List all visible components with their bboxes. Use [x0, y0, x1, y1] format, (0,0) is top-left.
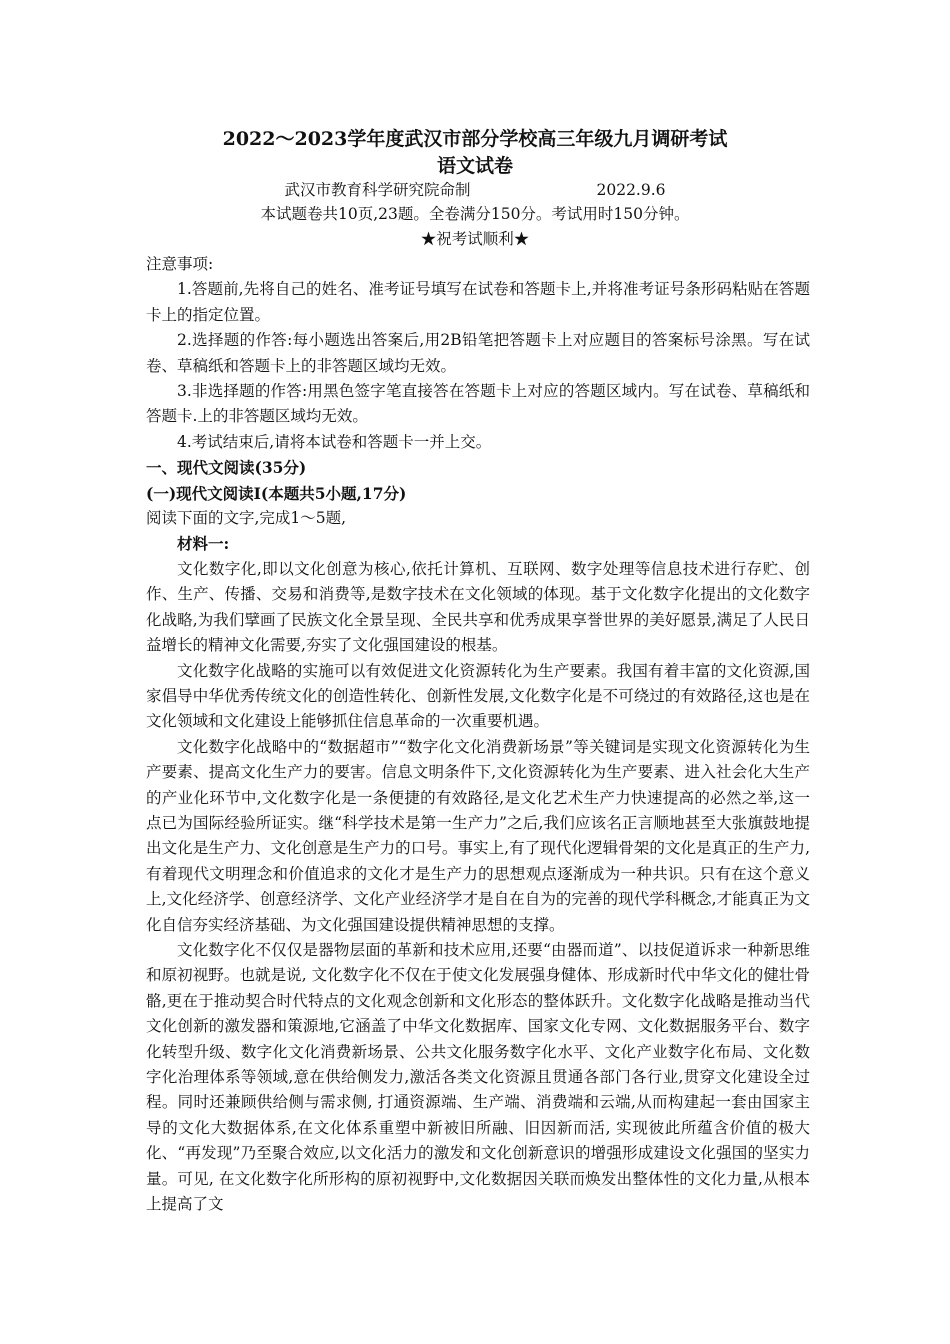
passage-paragraph: 文化数字化不仅仅是器物层面的革新和技术应用,还要“由器而道”、以技促道诉求一种新思维和原初视野。也就是说, 文化数字化不仅在于使文化发展强身健体、形成新时代中华文化的健壮骨骼,更在于推动契合时代特点的文化观念创新和文化形态的整体跃升。文化数字化战略是推动当代文化创新的激发器和策源地,它涵盖了中华文化数据库、国家文化专网、文化数据服务平台、数字化转型升级、数字化文化消费新场景、公共文化服务数字化水平、文化产业数字化布局、文化数字化治理体系等领域,意在供给侧发力,激活各类文化资源且贯通各部门各行业,贯穿文化建设全过程。同时还兼顾供给侧与需求侧, 打通资源端、生产端、消费端和云端,从而构建起一套由国家主导的文化大数据体系,在文化体系重塑中新被旧所融、旧因新而活, 实现彼此所蕴含价值的极大化、“再发现”乃至聚合效应,以文化活力的激发和文化创新意识的增强形成建设文化强国的坚实力量。可见, 在文化数字化所形构的原初视野中,文化数据因关联而焕发出整体性的文化力量,从根本上提高了文	[146, 940, 810, 1214]
exam-subject: 语文试卷	[436, 155, 513, 177]
exam-date: 2022.9.6	[596, 181, 666, 199]
section-title: 一、现代文阅读(35分)	[146, 458, 307, 478]
material-label: 材料一:	[177, 534, 230, 554]
note-item: 1.答题前,先将自己的姓名、准考证号填写在试卷和答题卡上,并将准考证号条形码粘贴在答题卡上的指定位置。	[146, 280, 810, 324]
exam-body	[146, 252, 810, 1217]
issuer: 武汉市教育科学研究院命制	[284, 181, 471, 199]
subsection-title: (一)现代文阅读Ⅰ(本题共5小题,17分)	[146, 483, 407, 503]
good-luck-wish: ★祝考试顺利★	[420, 230, 530, 248]
exam-title: 2022～2023学年度武汉市部分学校高三年级九月调研考试	[222, 128, 728, 150]
notes-heading: 注意事项:	[146, 255, 214, 273]
reading-instruction: 阅读下面的文字,完成1～5题,	[146, 509, 347, 528]
passage-paragraph: 文化数字化战略中的“数据超市”“数字化文化消费新场景”等关键词是实现文化资源转化为生产要素、提高文化生产力的要害。信息文明条件下,文化资源转化为生产要素、进入社会化大生产的产业化环节中,文化数字化是一条便捷的有效路径,是文化艺术生产力快速提高的必然之举,这一点已为国际经验所证实。继“科学技术是第一生产力”之后,我们应该名正言顺地甚至大张旗鼓地提出文化是生产力、文化创意是生产力的口号。事实上,有了现代化逻辑骨架的文化是真正的生产力,有着现代文明理念和价值追求的文化才是生产力的思想观点逐渐成为一种共识。只有在这个意义上,文化经济学、创意经济学、文化产业经济学才是自在自为的完善的现代学科概念,才能真正为文化自信夯实经济基础、为文化强国建设提供精神思想的支撑。	[146, 737, 810, 934]
passage-paragraph: 文化数字化,即以文化创意为核心,依托计算机、互联网、数字处理等信息技术进行存贮、创作、生产、传播、交易和消费等,是数字技术在文化领域的体现。基于文化数字化提出的文化数字化战略,为我们擘画了民族文化全景呈现、全民共享和优秀成果享誉世界的美好愿景,满足了人民日益增长的精神文化需要,夯实了文化强国建设的根基。	[146, 559, 810, 655]
passage-paragraph: 文化数字化战略的实施可以有效促进文化资源转化为生产要素。我国有着丰富的文化资源,国家倡导中华优秀传统文化的创造性转化、创新性发展,文化数字化是不可绕过的有效路径,这也是在文化领域和文化建设上能够抓住信息革命的一次重要机遇。	[146, 661, 810, 731]
note-item: 3.非选择题的作答:用黑色签字笔直接答在答题卡上对应的答题区域内。写在试卷、草稿纸和答题卡.上的非答题区域均无效。	[146, 382, 810, 426]
exam-info: 本试题卷共10页,23题。全卷满分150分。考试用时150分钟。	[260, 205, 690, 223]
note-item: 4.考试结束后,请将本试卷和答题卡一并上交。	[177, 432, 492, 451]
note-item: 2.选择题的作答:每小题选出答案后,用2B铅笔把答题卡上对应题目的答案标号涂黑。写在试卷、草稿纸和答题卡上的非答题区域均无效。	[146, 331, 810, 375]
issuer-line	[0, 178, 950, 202]
